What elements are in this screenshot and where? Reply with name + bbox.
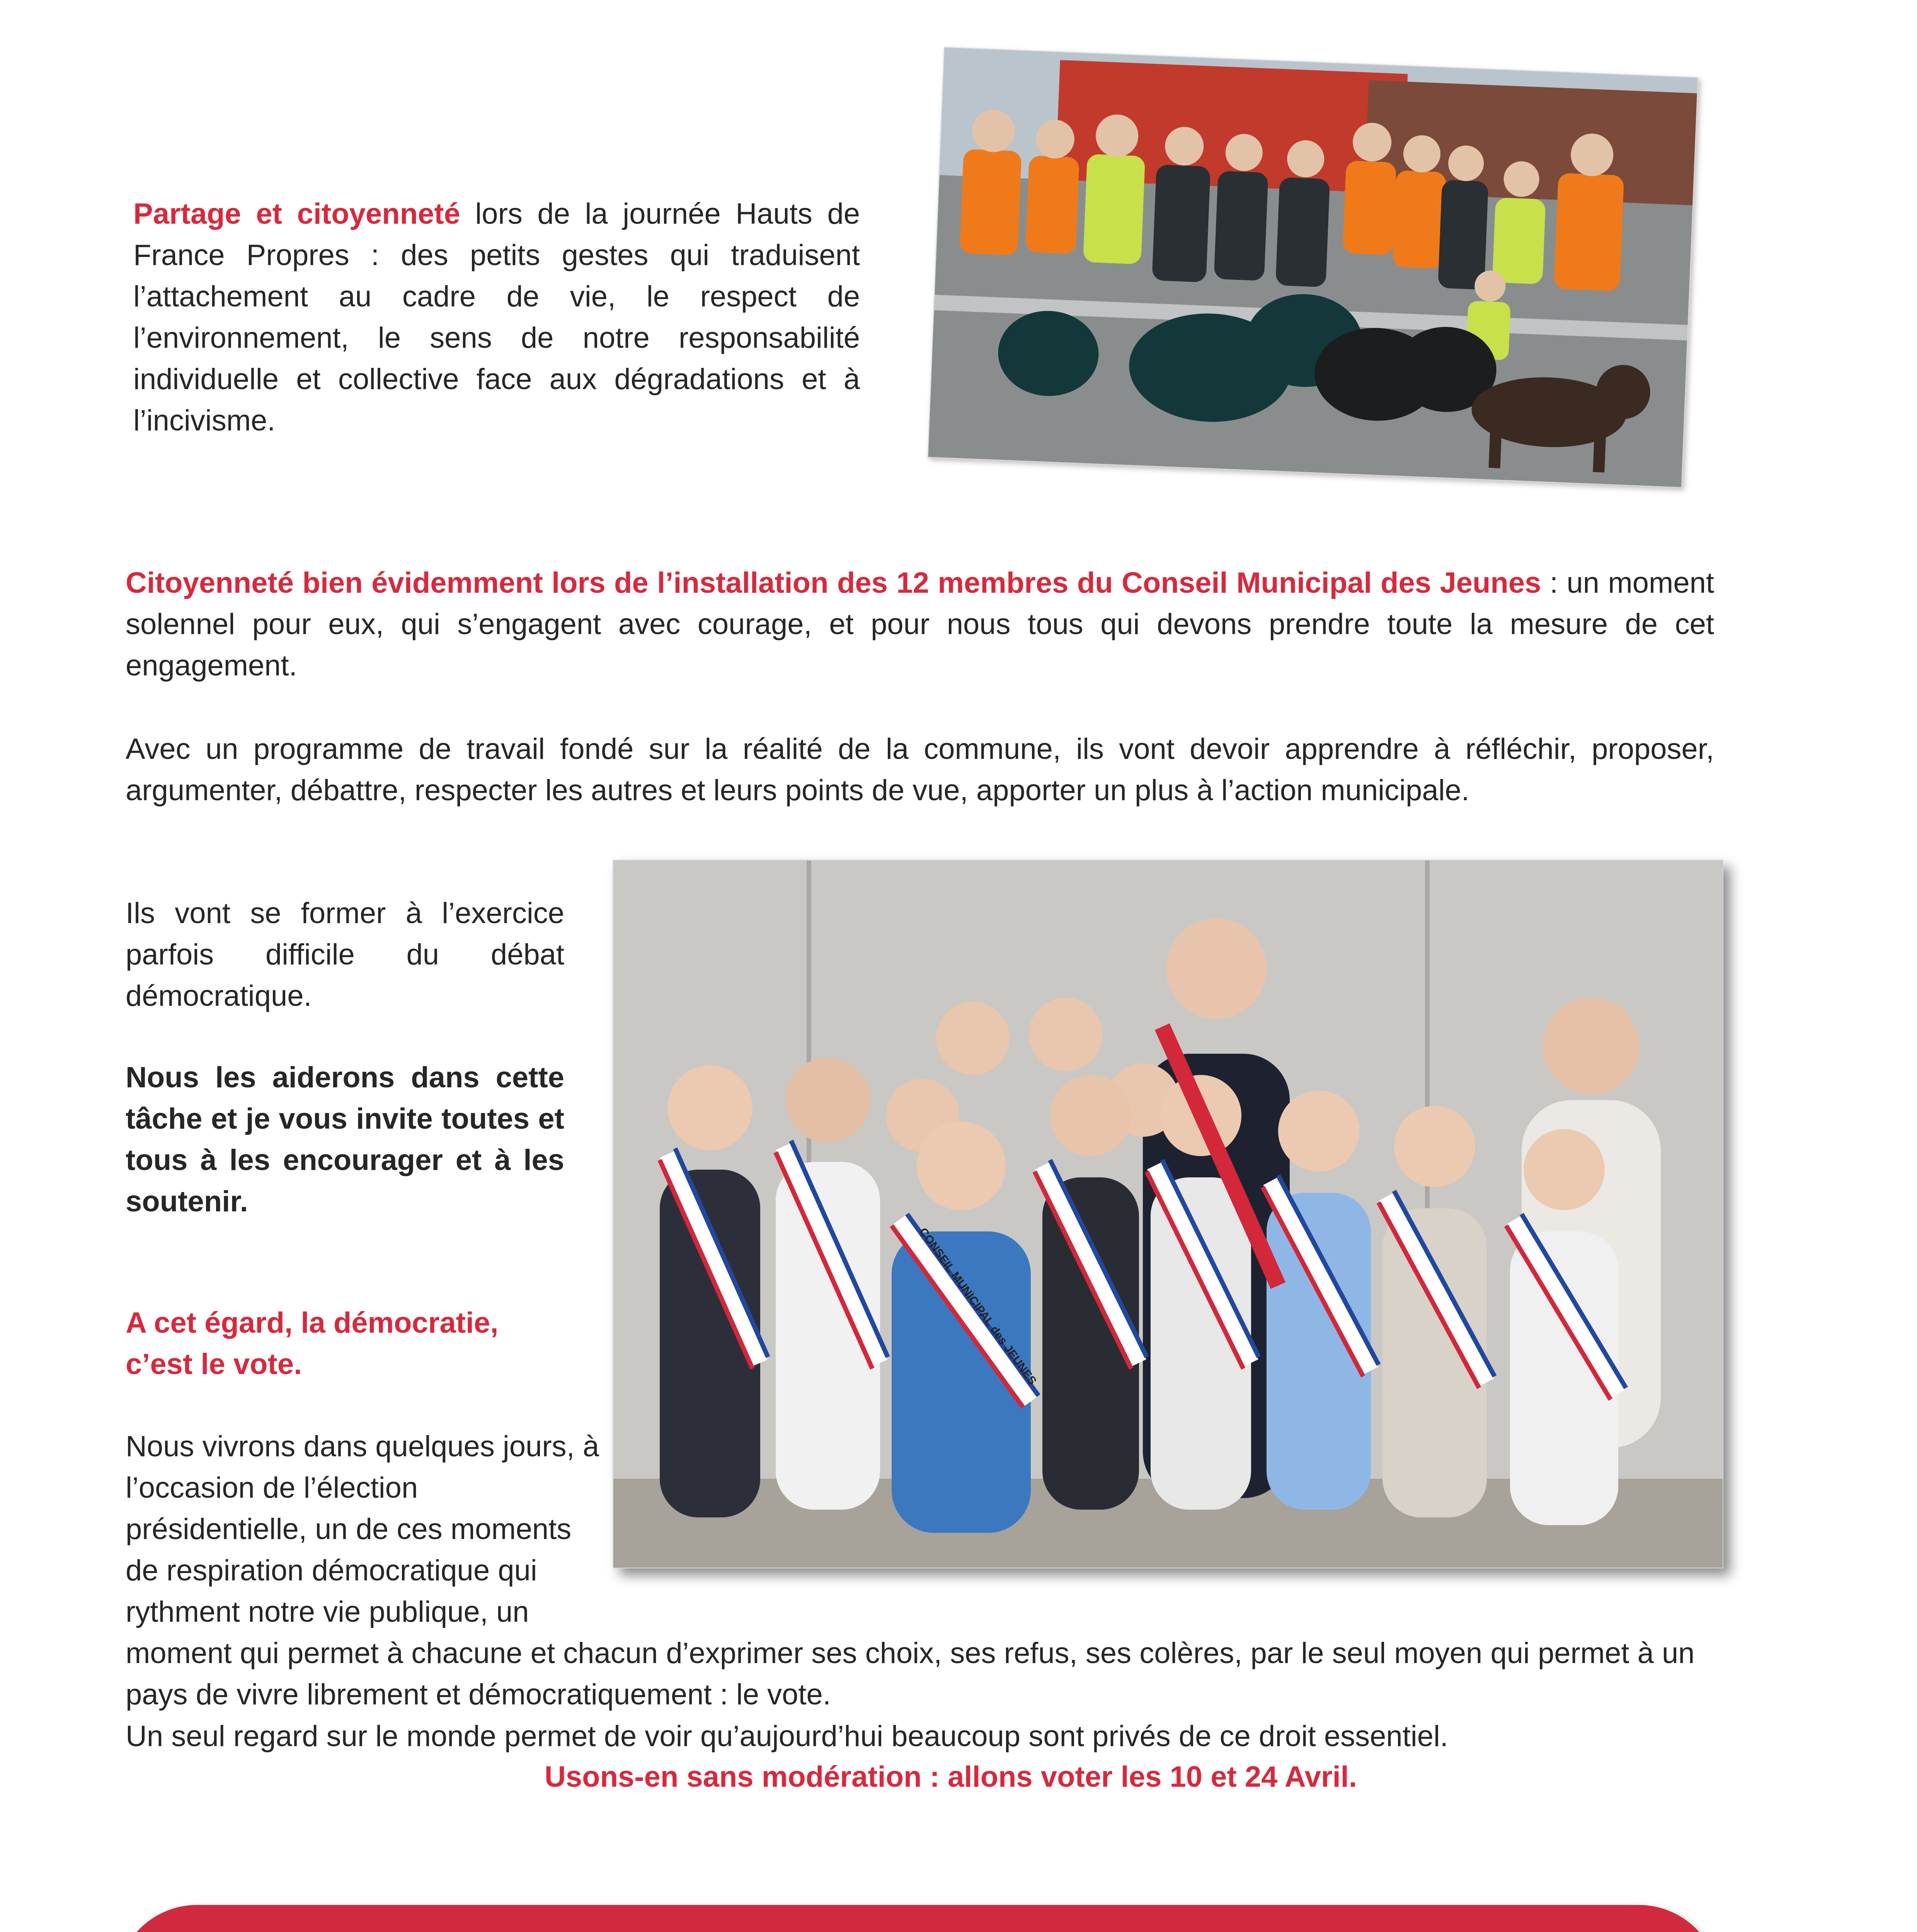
council-highlight: Citoyenneté bien évidemment lors de l’installation des 12 membres du Conseil Municipal des Jeunes (126, 566, 1541, 599)
intro-paragraph (133, 193, 860, 441)
election-paragraph (126, 1426, 1714, 1715)
regard-paragraph: Un seul regard sur le monde permet de voir qu’aujourd’hui beaucoup sont privés de ce droit essentiel. (126, 1720, 1448, 1753)
vote-heading: A cet égard, la démocratie, c’est le vote. (126, 1306, 499, 1381)
program-paragraph: Avec un programme de travail fondé sur la réalité de la commune, ils vont devoir apprendre à réfléchir, proposer, argumenter, débattre, respecter les autres et leurs points de vue, apporter un plus à l’action municipale. (126, 733, 1714, 807)
council-text: : un moment solennel pour eux, qui s’engagent avec courage, et pour nous tous qui devons prendre toute la mesure de cet engagement. (126, 566, 1714, 682)
training-paragraph: Ils vont se former à l’exercice parfois difficile du débat démocratique. (126, 897, 564, 1012)
cleanup-day-photo (927, 47, 1698, 488)
call-to-vote: Usons-en sans modération : allons voter les 10 et 24 Avril. (545, 1760, 1357, 1793)
intro-highlight: Partage et citoyenneté (133, 197, 460, 230)
council-paragraph (126, 562, 1714, 686)
election-text: Nous vivrons dans quelques jours, à l’occasion de l’élection présidentielle, un de ces moments de respiration démocratique qui rythment notre vie publique, un moment qui permet à chacune et chacun d’exprimer ses choix, ses refus, ses colères, par le seul moyen qui permet à un pays de vivre librement et démocratiquement : le vote. (126, 1430, 1695, 1711)
help-paragraph: Nous les aiderons dans cette tâche et je vous invite toutes et tous à les encourager et à les soutenir. (126, 1061, 564, 1218)
float-spacer (603, 1426, 1714, 1631)
intro-text: lors de la journée Hauts de France Propres : des petits gestes qui traduisent l’attachement au cadre de vie, le respect de l’environnement, le sens de notre responsabilité individuelle et collective face aux dégradations et à l’incivisme. (133, 197, 860, 437)
culture-program-box (116, 1905, 1720, 1932)
sash-label: CONSEIL MUNICIPAL des JEUNES (916, 1225, 1039, 1388)
